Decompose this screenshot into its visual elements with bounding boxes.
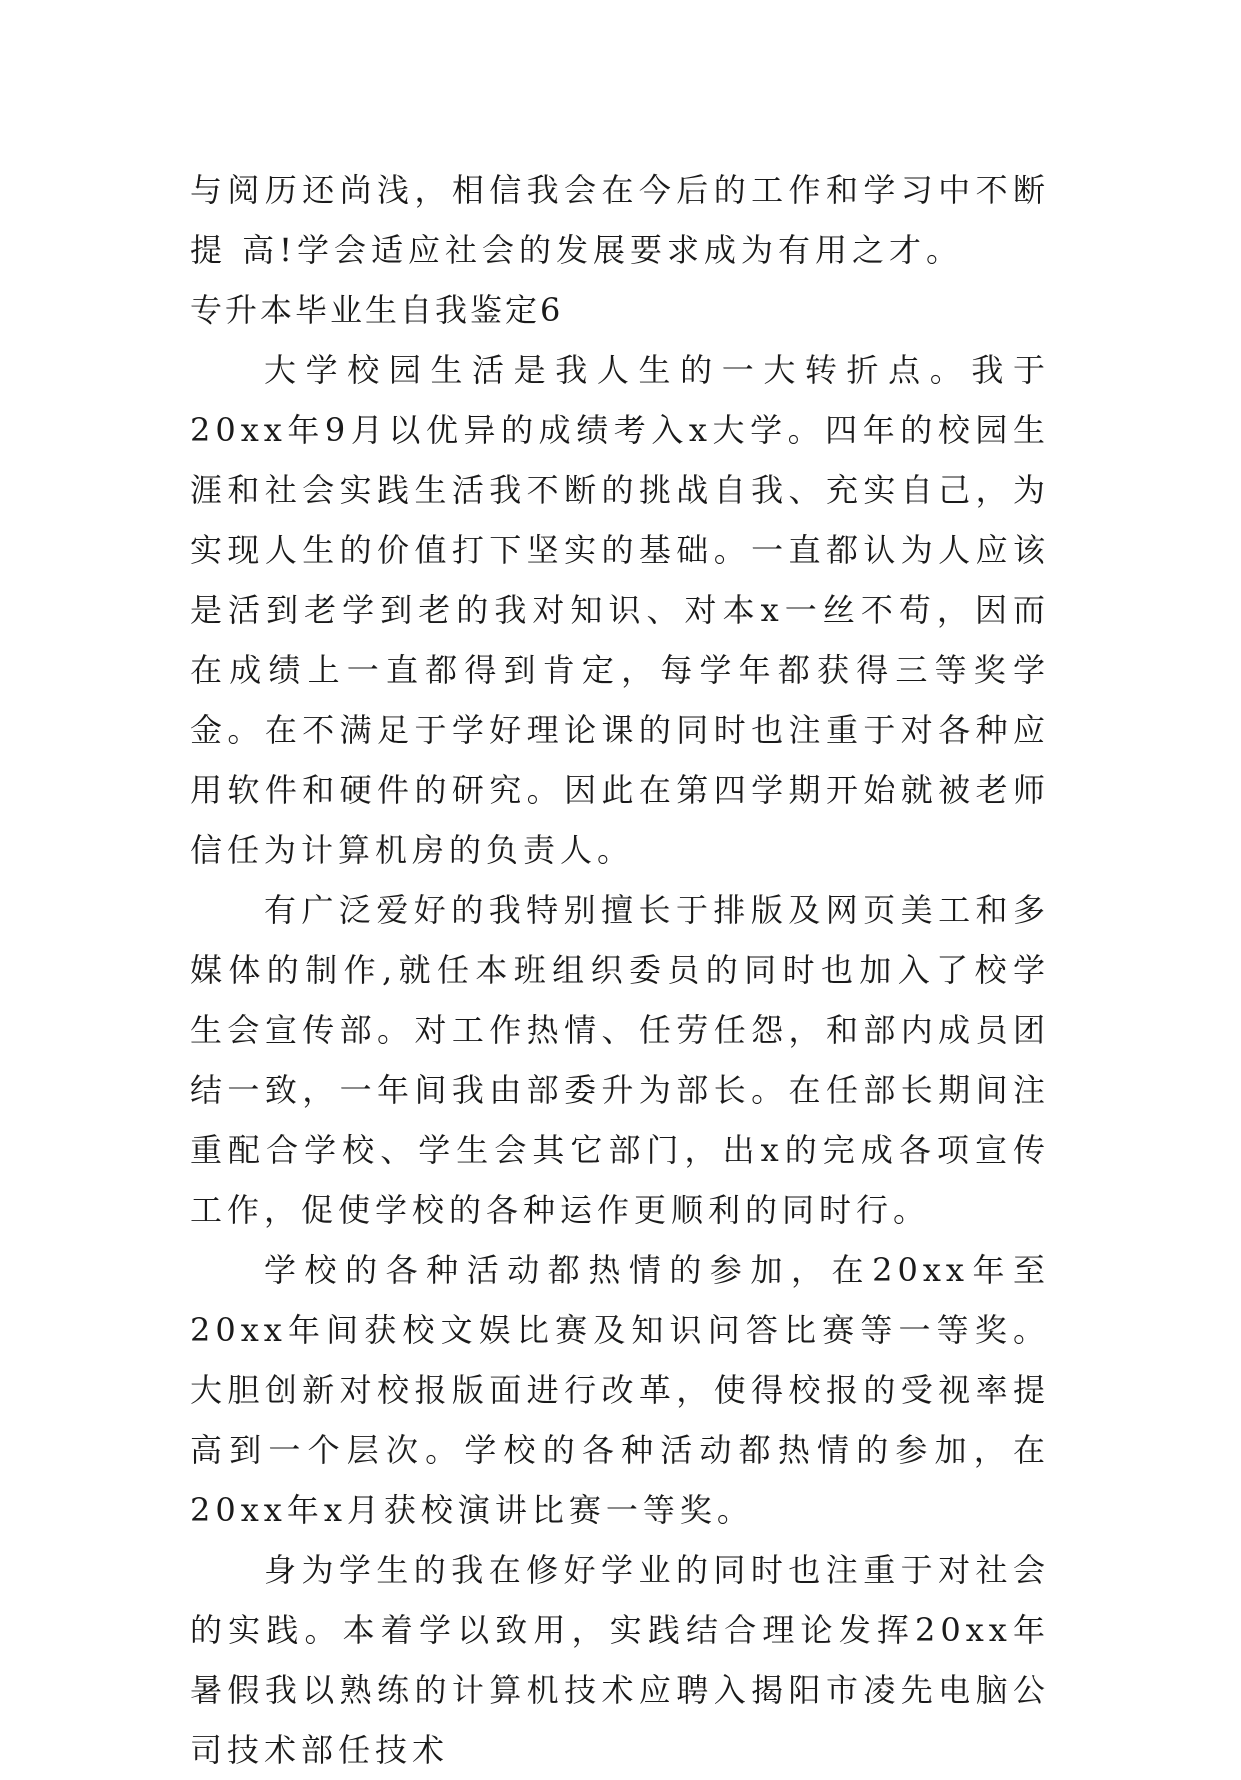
body-paragraph-4: 身为学生的我在修好学业的同时也注重于对社会的实践。本着学以致用，实践结合理论发挥20xx年暑假我以熟练的计算机技术应聘入揭阳市凌先电脑公司技术部任技术 xyxy=(190,1551,1050,1769)
continuation-paragraph: 与阅历还尚浅，相信我会在今后的工作和学习中不断提 高!学会适应社会的发展要求成为有用之才。 xyxy=(190,171,1050,269)
body-paragraph-2: 有广泛爱好的我特别擅长于排版及网页美工和多媒体的制作,就任本班组织委员的同时也加入了校学生会宣传部。对工作热情、任劳任怨，和部内成员团结一致，一年间我由部委升为部长。在任部长期间注重配合学校、学生会其它部门，出x的完成各项宣传工作，促使学校的各种运作更顺利的同时行。 xyxy=(190,891,1050,1229)
section-heading: 专升本毕业生自我鉴定6 xyxy=(190,291,564,329)
body-paragraph-1: 大学校园生活是我人生的一大转折点。我于20xx年9月以优异的成绩考入x大学。四年的校园生涯和社会实践生活我不断的挑战自我、充实自己，为实现人生的价值打下坚实的基础。一直都认为人应该是活到老学到老的我对知识、对本x一丝不苟，因而在成绩上一直都得到肯定，每学年都获得三等奖学金。在不满足于学好理论课的同时也注重于对各种应用软件和硬件的研究。因此在第四学期开始就被老师信任为计算机房的负责人。 xyxy=(190,351,1050,869)
body-paragraph-3: 学校的各种活动都热情的参加，在20xx年至20xx年间获校文娱比赛及知识问答比赛等一等奖。大胆创新对校报版面进行改革，使得校报的受视率提高到一个层次。学校的各种活动都热情的参加，在20xx年x月获校演讲比赛一等奖。 xyxy=(190,1251,1050,1529)
document-body xyxy=(190,160,1050,1780)
